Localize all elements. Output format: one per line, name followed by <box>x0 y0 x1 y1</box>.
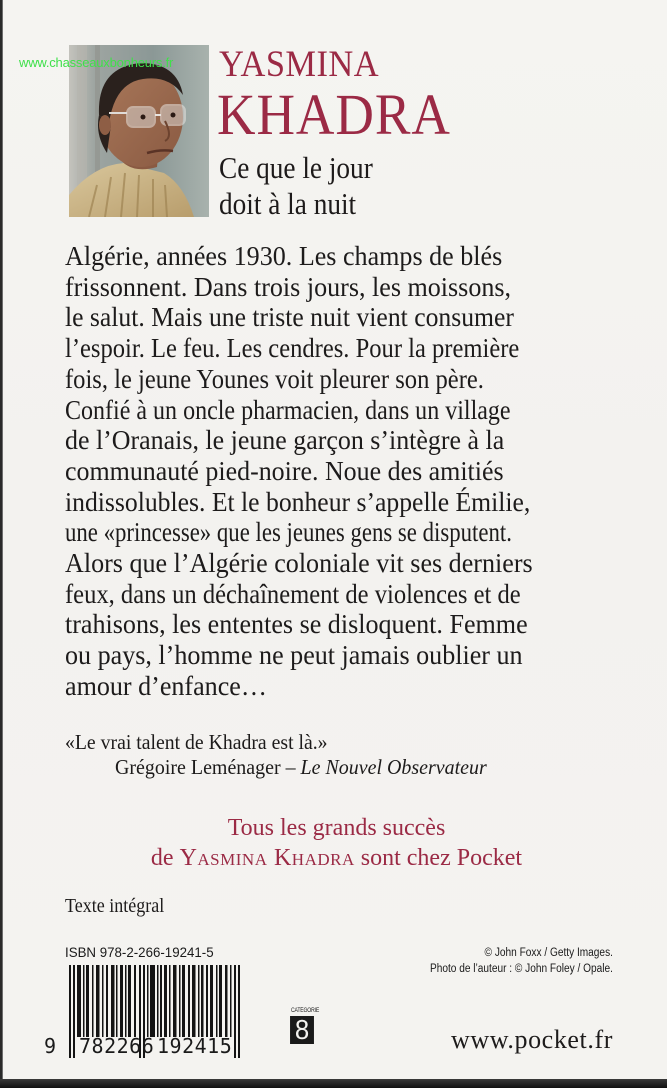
author-last-name: KHADRA <box>217 82 451 147</box>
barcode-lead-digit: 9 <box>44 1034 57 1058</box>
barcode-left-digits: 782266 <box>79 1034 155 1058</box>
synopsis-line: fois, le jeune Younes voit pleurer son père. <box>65 363 484 394</box>
cover-credit: © John Foxx / Getty Images. <box>484 947 613 959</box>
book-title-line: doit à la nuit <box>219 186 357 221</box>
synopsis-line: amour d’enfance… <box>65 670 267 701</box>
promo-line-2 <box>3 845 667 872</box>
barcode-right-digits: 192415 <box>157 1034 233 1058</box>
synopsis-line: communauté pied-noire. Noue des amitiés <box>65 455 504 486</box>
category-label: CATÉGORIE <box>290 1008 320 1014</box>
synopsis-line: l’espoir. Le feu. Les cendres. Pour la première <box>65 333 520 364</box>
synopsis-line: le salut. Mais une triste nuit vient consumer <box>65 302 514 333</box>
synopsis-line: ou pays, l’homme ne peut jamais oublier un <box>65 640 523 671</box>
synopsis <box>65 241 625 702</box>
synopsis-line: une «princesse» que les jeunes gens se disputent. <box>65 517 512 548</box>
watermark: www.chasseauxbonheurs.fr <box>19 55 174 70</box>
publisher-website: www.pocket.fr <box>450 1025 613 1054</box>
price-category-badge <box>289 1008 320 1045</box>
category-number: 8 <box>290 1016 314 1044</box>
promo-line-1: Tous les grands succès <box>227 815 446 841</box>
synopsis-line: Alors que l’Algérie coloniale vit ses derniers <box>65 548 533 579</box>
synopsis-line: Algérie, années 1930. Les champs de blés <box>65 241 503 271</box>
author-portrait-icon <box>69 45 209 217</box>
publication-name: Le Nouvel Observateur <box>300 755 487 779</box>
image-credits <box>405 945 613 977</box>
synopsis-line: indissolubles. Et le bonheur s’appelle Émilie, <box>65 486 531 517</box>
synopsis-line: frissonnent. Dans trois jours, les moissons, <box>65 271 512 302</box>
synopsis-line: de l’Oranais, le jeune garçon s’intègre à la <box>65 425 505 456</box>
author-first-name: YASMINA <box>219 44 380 85</box>
promo-author-name: Yasmina Khadra <box>179 845 355 871</box>
edition-note: Texte intégral <box>65 895 165 917</box>
book-title <box>219 150 373 222</box>
book-back-cover <box>2 0 667 1080</box>
cover-bottom-edge <box>0 1079 667 1088</box>
synopsis-line: Confié à un oncle pharmacien, dans un village <box>65 394 511 425</box>
promo-prefix: de <box>150 845 180 871</box>
review-quote: «Le vrai talent de Khadra est là.» <box>65 730 328 754</box>
author-photo-credit: Photo de l’auteur : © John Foley / Opale. <box>430 963 613 975</box>
synopsis-line: feux, dans un déchaînement de violences et de <box>65 578 521 609</box>
critic-name: Grégoire Leménager <box>115 755 281 779</box>
attribution-separator: – <box>280 755 301 779</box>
promo-suffix: sont chez Pocket <box>354 845 523 871</box>
review-attribution <box>115 755 487 780</box>
synopsis-line: trahisons, les ententes se disloquent. Femme <box>65 609 528 640</box>
author-photo <box>69 45 209 217</box>
book-title-line: Ce que le jour <box>219 150 373 185</box>
isbn-label: ISBN 978-2-266-19241-5 <box>65 944 214 960</box>
